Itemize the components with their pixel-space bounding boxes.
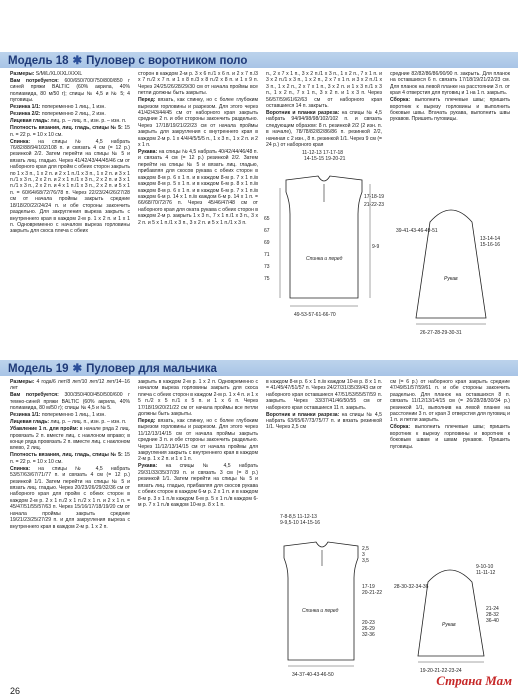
site-logo: Страна Мам <box>436 673 512 688</box>
m18-neck-top2: 14-15-15 19-20-21 <box>304 156 346 162</box>
svg-text:28-32: 28-32 <box>486 612 499 618</box>
m19-col2 <box>138 379 258 679</box>
paragraph: Резинка 1/1: попеременно 1 лиц., 1 изн. <box>10 104 106 111</box>
m18-bottom: 49-53-57-61-66-70 <box>294 312 336 318</box>
m18-col1 <box>10 71 130 351</box>
paragraph: Убавление 1 п. для пройм: в начале ряда 2 лиц. провязать 2 п. вместе лиц. с наклоном вправо; в конце ряда провязать 2 п. вместе лиц. с наклоном влево, 2 лиц. <box>10 426 130 452</box>
m18-sleeve-left: 39-41-43-46-49-51 <box>396 228 438 234</box>
m18-col2 <box>138 71 258 351</box>
svg-text:11-11-12: 11-11-12 <box>476 570 496 576</box>
svg-text:71: 71 <box>264 252 270 258</box>
svg-text:36-40: 36-40 <box>486 618 499 624</box>
svg-text:20-21-22: 20-21-22 <box>362 590 383 596</box>
model-title: Пуловер с воротником поло <box>86 55 248 67</box>
m19-neck-top2: 9-9,5-10 14-15-16 <box>280 520 321 526</box>
paragraph: Плотность вязания, лиц. гладь, спицы № 5: 15 п. = 22 р. = 10 х 10 см. <box>10 452 130 465</box>
m19-body-caption: Спинка и перед <box>302 608 339 614</box>
m18-sleeve-bottom: 26-27-28-29-30-31 <box>420 330 462 336</box>
m18-body-caption: Спинка и перед <box>306 256 343 262</box>
m18-neck-top: 11-12-13 17-17-18 <box>302 150 344 156</box>
m19-sleeve-left: 28-30-32-34-36 <box>394 584 429 590</box>
paragraph: Резинка 2/2: попеременно 2 лиц., 2 изн. <box>10 111 106 118</box>
paragraph: Вам потребуется: 600/650/700/750/800/850 г синей пряжи BALTIC (60% акрила, 40% полиамида, 80 м/50 г); спицы № 4,5 и № 5; 4 пуговицы. <box>10 78 130 104</box>
m19-body-diagram <box>262 512 386 684</box>
m19-sleeve-diagram <box>390 560 512 678</box>
svg-text:32-36: 32-36 <box>362 632 375 638</box>
paragraph: Сборка: выполнить плечевые швы; пришить воротник к вырезу горловины и воротник к боковым швам и швам рукавов. Пришить пуговицы. <box>390 424 510 450</box>
m18-sleeve-caption: Рукав <box>444 276 458 282</box>
m19-col1 <box>10 379 130 679</box>
paragraph: средние 82/82/86/86/90/90 п. закрыть. Для планок на оставшихся 6 п. связать 17/18/19/21/22/23 см. Для планок на левой планке на расстоянии 3 п. от края 4 отверстия для пуговиц и 1 на 1 п. закрыть. <box>390 71 510 97</box>
paragraph: Плотность вязания, лиц. гладь, спицы № 5: 15 п. = 22 р. = 10 х 10 см. <box>10 125 130 138</box>
paragraph: Перед: вязать, как спинку, но с более глубоким вырезом горловины и разрезом. Для этого через 11/12/13/14/15 см от начала проймы закрыть средние 3 п. и обе стороны закончить раздельно. Через 11/12/13/14/15 см от начала проймы для закругления закрыть с внутреннего края в каждом 2-м р. 1 х 2 п. и 1 х 1 п. <box>138 418 258 463</box>
svg-text:3,5: 3,5 <box>362 558 369 564</box>
m18-sleeve-right: 13-14-14 <box>480 236 501 242</box>
m19-neck-top: 7-8-8,5 11-12-13 <box>280 514 317 520</box>
svg-text:26-29: 26-29 <box>362 626 375 632</box>
paragraph: Резинка 1/1: попеременно 1 лиц., 1 изн. <box>10 412 106 419</box>
star-icon: ✱ <box>72 363 83 375</box>
svg-text:3: 3 <box>362 552 365 558</box>
star-icon: ✱ <box>72 55 83 67</box>
paragraph: Перед: вязать, как спинку, но с более глубоким вырезом горловины и разрезом. Для этого через 41/42/43/44/45 см от наборного края закрыть средние 2 п. и обе стороны закончить раздельно. Через 17/18/19/21/22/23 см от начала проймы закрыть для закругления с внутреннего края в каждом 2-м р. 1 х 4/4/4/5/5/5 п., 1 х 3 п., 1 х 2 п. и 2 х 1 п. <box>138 97 258 149</box>
svg-text:73: 73 <box>264 264 270 270</box>
page-number: 26 <box>10 686 21 696</box>
model-18-header <box>0 52 518 68</box>
paragraph: Размеры: S/M/L/XL/XXL/XXXL <box>10 71 83 77</box>
svg-text:2,5: 2,5 <box>362 546 369 552</box>
paragraph: Рукава: на спицы № 4,5 набрать 29/31/33/35/37/39 п. и связать 3 см (= 8 р.) резинкой 1/1. Затем перейти на спицы № 5 и вязать лиц. гладью, прибавляя для скосов рукава с обеих сторон в каждом 6-м р. 2 х 1 п. и в каждом 8-м р. 3 х 1 п./в каждом 6-м р. 5 х 1 п./в каждом 6-м р. 7 х 1 п./в каждом 10-м р. 8 х 1 п. <box>138 463 258 508</box>
m18-body-diagram <box>262 148 386 324</box>
paragraph: в каждом 8-м р. 6 х 1 п./в каждом 10-м р. 8 х 1 п. = 41/45/47/51/57 п. Через 24/27/31/35/39/43 см от наборного края оставшиеся 47/51/53/55/57/59 п. закрыть. Через 33/37/41/46/50/55 см от наборного края оставшиеся 11 п. закрыть. <box>266 379 382 411</box>
paragraph: Лицевая гладь: лиц. р. – лиц. п., изн. р. – изн. п. <box>10 118 127 125</box>
paragraph: Воротник и планки разреза: на спицы № 4,5 набрать 94/94/98/98/102/102 п. и связать следующим образом: 8 п. резинкой 2/2 (2 изн. п. в начале), 78/78/82/82/86/86 п. резинкой 2/2, начиная с 2 изн., 8 п. резинкой 1/1. Через 9 см (= 24 р.) от наборного края <box>266 110 382 149</box>
paragraph: см (= 6 р.) от наборного края закрыть средние 47/49/51/57/59/61 п. и обе стороны закончить раздельно. Для планок на оставшихся 8 п. связать 11/12/13/14/15 см (= 26/28/28/30/34 р.) резинкой 1/1, выполнив на левой планке на расстоянии 3 п. от края 3 отверстия для пуговиц и 1 п. и петли закрыть. <box>390 379 510 424</box>
paragraph: закрыть в каждом 2-м р. 1 х 2 п. Одновременно с началом выреза горловины закрыть для скоса плеча с обеих сторон в каждом 2-м р. 1 х 4 п. и 1 х 5 п./2 х 5 п./1 х 5 п. и 1 х 6 п. Через 17/18/19/20/21/22 см от начала проймы все петли должны быть закрыты. <box>138 379 258 418</box>
paragraph: Лицевая гладь: лиц. р. – лиц. п., изн. р. – изн. п. <box>10 419 127 426</box>
model-18-title <box>0 53 247 67</box>
paragraph: Рукава: на спицы № 4,5 набрать 40/42/44/46/48 п. и связать 4 см (= 12 р.) резинкой 2/2. Затем перейти на спицы № 5 и вязать лиц. гладью, прибавляя для скосов рукава с обеих сторон в каждом 8-м р. 6 х 1 п. и в каждом 8-м р. 7 х 1 п./в каждом 8-м р. 5 х 1 п. и в каждом 6-м р. 8 х 1 п./в каждом 8-м р. 6 х 1 п. и в каждом 6-м р. 7 х 1 п./в каждом 6-м р. 14 х 1 п./в каждом 6-м р. 14 х 1 п. = 66/68/70/72/76 п. Через 45/46/47/48 см от наборного края для оката рукава с обеих сторон в каждом 2-м р. закрыть 1 х 3 п., 7 х 1 п./1 х 3 п., 3 х 2 п. и 5 х 1 п./1 х 3 п., 3 х 2 п. и 5 х 1 п./1 х 3 п. <box>138 149 258 226</box>
model-19-title <box>0 361 217 375</box>
m18-sleeve-right2: 15-16-16 <box>480 242 501 248</box>
paragraph: Сборка: выполнить плечевые швы; пришить воротник к вырезу горловины и выполнить боковые швы. Втачать рукава, выполнить швы рукавов. Пришить пуговицы. <box>390 97 510 123</box>
m18-right-bot: 9-9 <box>372 244 380 250</box>
svg-text:9-10-10: 9-10-10 <box>476 564 494 570</box>
svg-text:65: 65 <box>264 216 270 222</box>
paragraph: Спинка: на спицы № 4,5 набрать 53/57/63/67/71/77 п. и связать 4 см (= 12 р.) резинкой 1/1. Затем перейти на спицы № 5 и вязать лиц. гладью. Через 20/23/26/29/32/36 см от наборного края для пройм с обеих сторон в каждом 2-м р. 2 х 1 п./2 х 1 п./2 х 1 п. и 2 х 1 п. = 45/47/51/55/57/63 п. Через 15/16/17/18/19/20 см от начала проймы закрыть средние 19/21/23/25/27/29 п. и для закругления выреза с внутреннего края в каждом 2-м р. 1 х 2 п. <box>10 465 130 530</box>
svg-text:75: 75 <box>264 276 270 282</box>
svg-text:20-23: 20-23 <box>362 620 375 626</box>
paragraph: сторон в каждом 2-м р. 3 х 6 п./1 х 6 п. и 2 х 7 п./3 х 7 п./2 х 7 п. и 1 х 8 п./3 х 8 п./2 х 8 п. и 1 х 9 п. Через 24/25/26/28/29/30 см от начала проймы все петли должны быть закрыты. <box>138 71 258 97</box>
m19-sleeve-caption: Рукав <box>442 622 456 628</box>
model-number: Модель 19 <box>8 363 69 375</box>
paragraph: Вам потребуется: 300/350/400/450/500/600 г темно-синей пряжи BALTIC (60% акрила, 40% полиамида, 80 м/50 г); спицы № 4,5 и № 5. <box>10 392 130 412</box>
paragraph: Спинка: на спицы № 4,5 набрать 76/82/88/94/102/108 п. и связать 4 см (= 12 р.) резинкой 2/2. Затем перейти на спицы № 5 и вязать лиц. гладью. Через 41/42/43/44/45/46 см от наборного края для пройм с обеих сторон закрыть по 1 х 3 п., 1 х 2 п. и 2 х 1 п./1 х 3 п., 1 х 2 п. и 3 х 1 п./1 х 3 п., 2 х 2 п. и 2 х 1 п./1 х 3 п., 2 х 2 п. и 3 х 1 п./1 х 3 п., 2 х 2 п. и 4 х 1 п./1 х 3 п., 2 х 2 п. и 5 х 1 п. = 60/64/68/72/76/78 п. Через 22/23/24/26/27/28 см от начала проймы закрыть средние 18/18/20/22/24/24 п. и обе стороны закончить раздельно. Для закругления выреза закрыть с внутреннего края в каждом 2-м р. 1 х 2 п. и 1 х 1 п. Одновременно с началом выреза горловины закрыть для скоса плеча с обеих <box>10 138 130 235</box>
svg-text:17-19: 17-19 <box>362 584 375 590</box>
m19-sleeve-bottom: 19-20-21-22-23-24 <box>420 668 462 674</box>
m18-sleeve-diagram <box>390 200 512 340</box>
svg-text:69: 69 <box>264 240 270 246</box>
svg-text:67: 67 <box>264 228 270 234</box>
m18-left-nums <box>264 216 270 282</box>
paragraph: Воротник и планки разреза: на спицы № 4,5 набрать 63/65/67/73/75/77 п. и вязать резинкой 1/1. Через 2,5 см <box>266 411 382 431</box>
model-number: Модель 18 <box>8 55 69 67</box>
m19-bottom: 34-37-40-43-46-50 <box>292 672 334 678</box>
paragraph: Размеры: 4 года/6 лет/8 лет/10 лет/12 лет/14–16 лет <box>10 379 130 392</box>
m18-right-top: 17-18-19 <box>364 194 385 200</box>
svg-text:21-24: 21-24 <box>486 606 499 612</box>
model-title: Пуловер для мальчика <box>86 363 217 375</box>
paragraph: п., 2 х 7 х 1 п., 3 х 2 п./1 х 3 п., 1 х 2 п., 7 х 1 п. и 3 х 2 п./1 х 3 п., 1 х 2 п., 2 х 7 х 1 п. и 3 х 2 п./1 х 3 п., 1 х 2 п., 2 х 7 х 1 п., 3 х 2 п. и 1 х 3 п./1 х 3 п., 1 х 2 п., 7 х 1 п., 3 х 2 п. и 1 х 3 п. Через 56/57/59/61/62/63 см от наборного края оставшиеся 14 п. закрыть. <box>266 71 382 110</box>
m18-right-mid: 21-22-23 <box>364 202 385 208</box>
model-19-header <box>0 360 518 376</box>
